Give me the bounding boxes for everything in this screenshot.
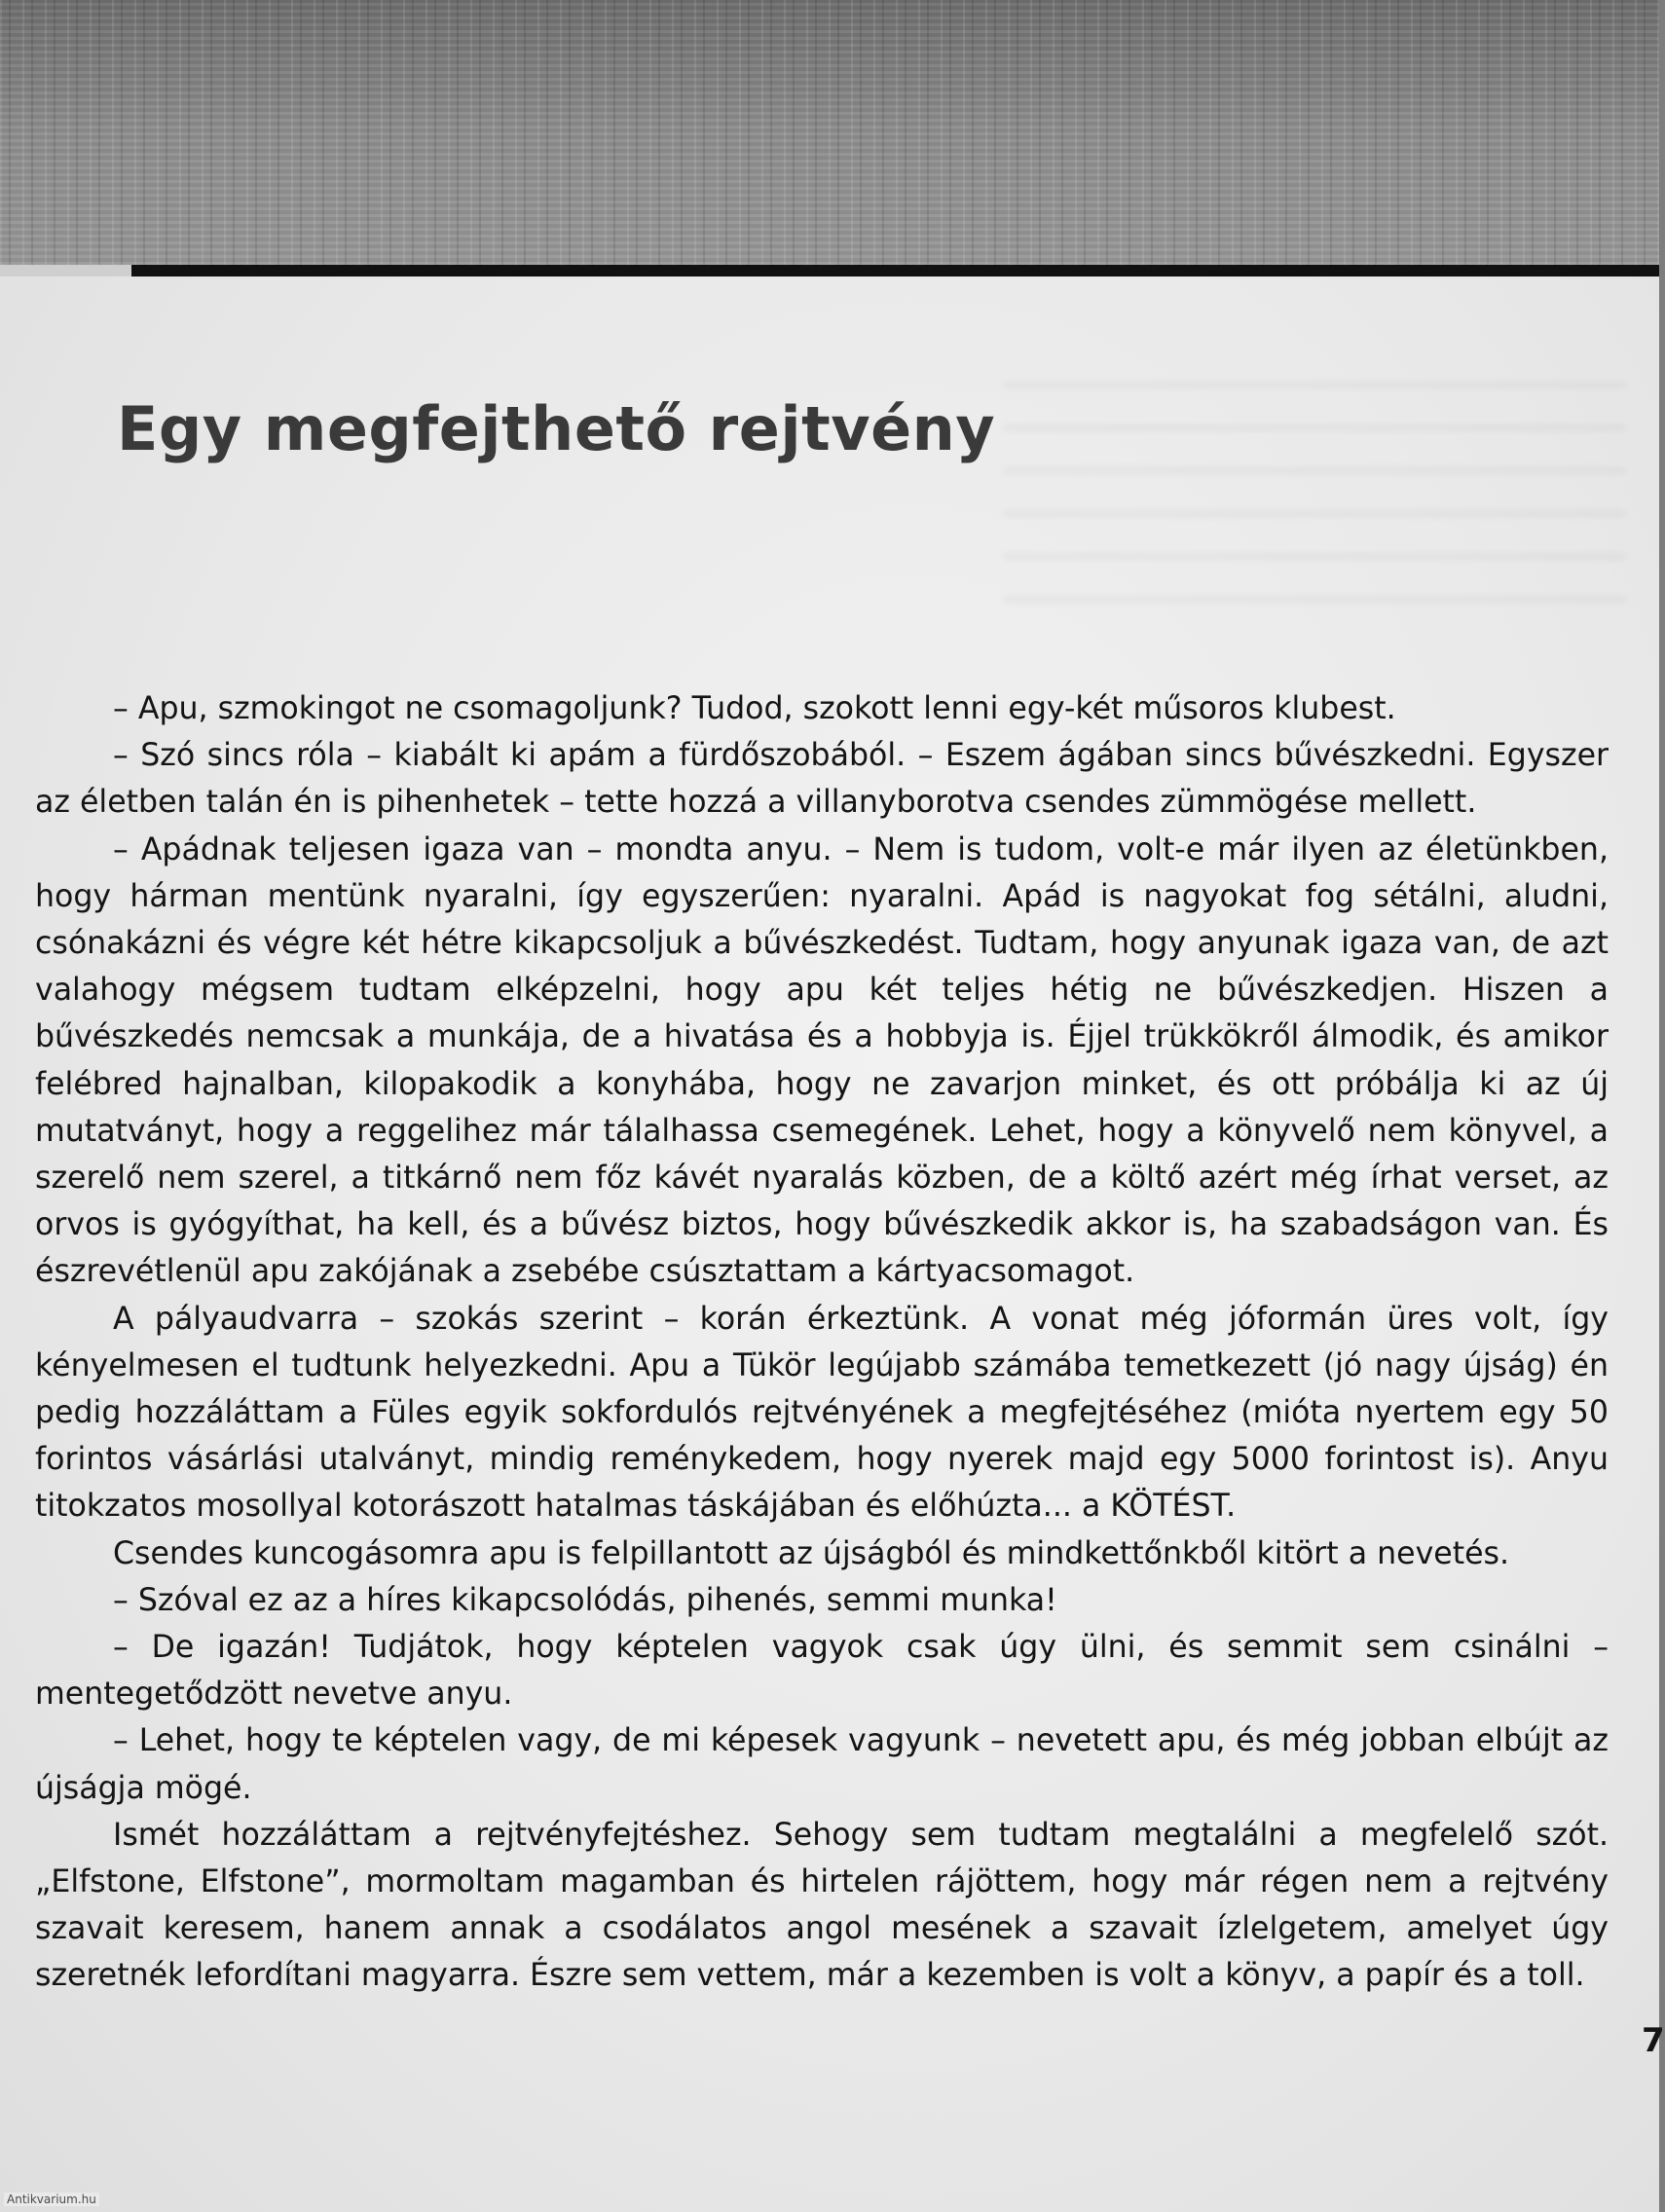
paragraph: – Lehet, hogy te képtelen vagy, de mi képesek vagyunk – nevetett apu, és még jobban elbújt az újságja mögé.	[35, 1723, 1609, 1806]
paragraph: Ismét hozzáláttam a rejtvényfejtéshez. Sehogy sem tudtam megtalálni a megfelelő szót. „Elfstone, Elfstone”, mormoltam magamban és hirtelen rájöttem, hogy már régen nem a rejtvény szavait keresem, hanem annak a csodálatos angol mesének a szavait ízlelgetem, amelyet úgy szeretnék lefordítani magyarra. Észre sem vettem, már a kezemben is volt a könyv, a papír és a toll.	[35, 1817, 1609, 1994]
paragraph: – Szóval ez az a híres kikapcsolódás, pihenés, semmi munka!	[113, 1582, 1057, 1618]
body-text	[35, 685, 1609, 2000]
paragraph: Csendes kuncogásomra apu is felpillantott az újságból és mindkettőnkből kitört a nevetés.	[113, 1535, 1510, 1571]
page-number: 7	[1642, 2021, 1665, 2060]
paragraph: – De igazán! Tudjátok, hogy képtelen vagyok csak úgy ülni, és semmit sem csinálni – mentegetődzött nevetve anyu.	[35, 1630, 1609, 1713]
paragraph: – Apu, szmokingot ne csomagoljunk? Tudod, szokott lenni egy-két műsoros klubest.	[113, 691, 1396, 726]
watermark: Antikvarium.hu	[4, 2193, 99, 2206]
background-surface	[0, 0, 1659, 292]
book-page	[0, 276, 1665, 2212]
paragraph: – Apádnak teljesen igaza van – mondta anyu. – Nem is tudom, volt-e már ilyen az életünkben, hogy hárman mentünk nyaralni, így egyszerűen: nyaralni. Apád is nagyokat fog sétálni, aludni, csónakázni és végre két hétre kikapcsoljuk a bűvészkedést. Tudtam, hogy anyunak igaza van, de azt valahogy mégsem tudtam elképzelni, hogy apu két teljes hétig ne bűvészkedjen. Hiszen a bűvészkedés nemcsak a munkája, de a hivatása és a hobbyja is. Éjjel trükkökről álmodik, és amikor felébred hajnalban, kilopakodik a konyhába, hogy ne zavarjon minket, és ott próbálja ki az új mutatványt, hogy a reggelihez már tálalhassa csemegének. Lehet, hogy a könyvelő nem könyvel, a szerelő nem szerel, a titkárnő nem főz kávét nyaralás közben, de a költő azért még írhat verset, az orvos is gyógyíthat, ha kell, és a bűvész biztos, hogy bűvészkedik akkor is, ha szabadságon van. És észrevétlenül apu zakójának a zsebébe csúsztattam a kártyacsomagot.	[35, 831, 1609, 1290]
paragraph: – Szó sincs róla – kiabált ki apám a fürdőszobából. – Eszem ágában sincs bűvészkedni. Egyszer az életben talán én is pihenhetek – tette hozzá a villanyborotva csendes zümmögése mellett.	[35, 738, 1609, 821]
paragraph: A pályaudvarra – szokás szerint – korán érkeztünk. A vonat még jóformán üres volt, így kényelmesen el tudtunk helyezkedni. Apu a Tükör legújabb számába temetkezett (jó nagy újság) én pedig hozzáláttam a Füles egyik sokfordulós rejtvényének a megfejtéséhez (mióta nyertem egy 50 forintos vásárlási utalványt, mindig reménykedem, hogy nyerek majd egy 5000 forintost is). Anyu titokzatos mosollyal kotorászott hatalmas táskájában és előhúzta... a KÖTÉST.	[35, 1301, 1609, 1525]
chapter-title: Egy megfejthető rejtvény	[117, 393, 996, 464]
show-through-text	[1003, 384, 1626, 637]
